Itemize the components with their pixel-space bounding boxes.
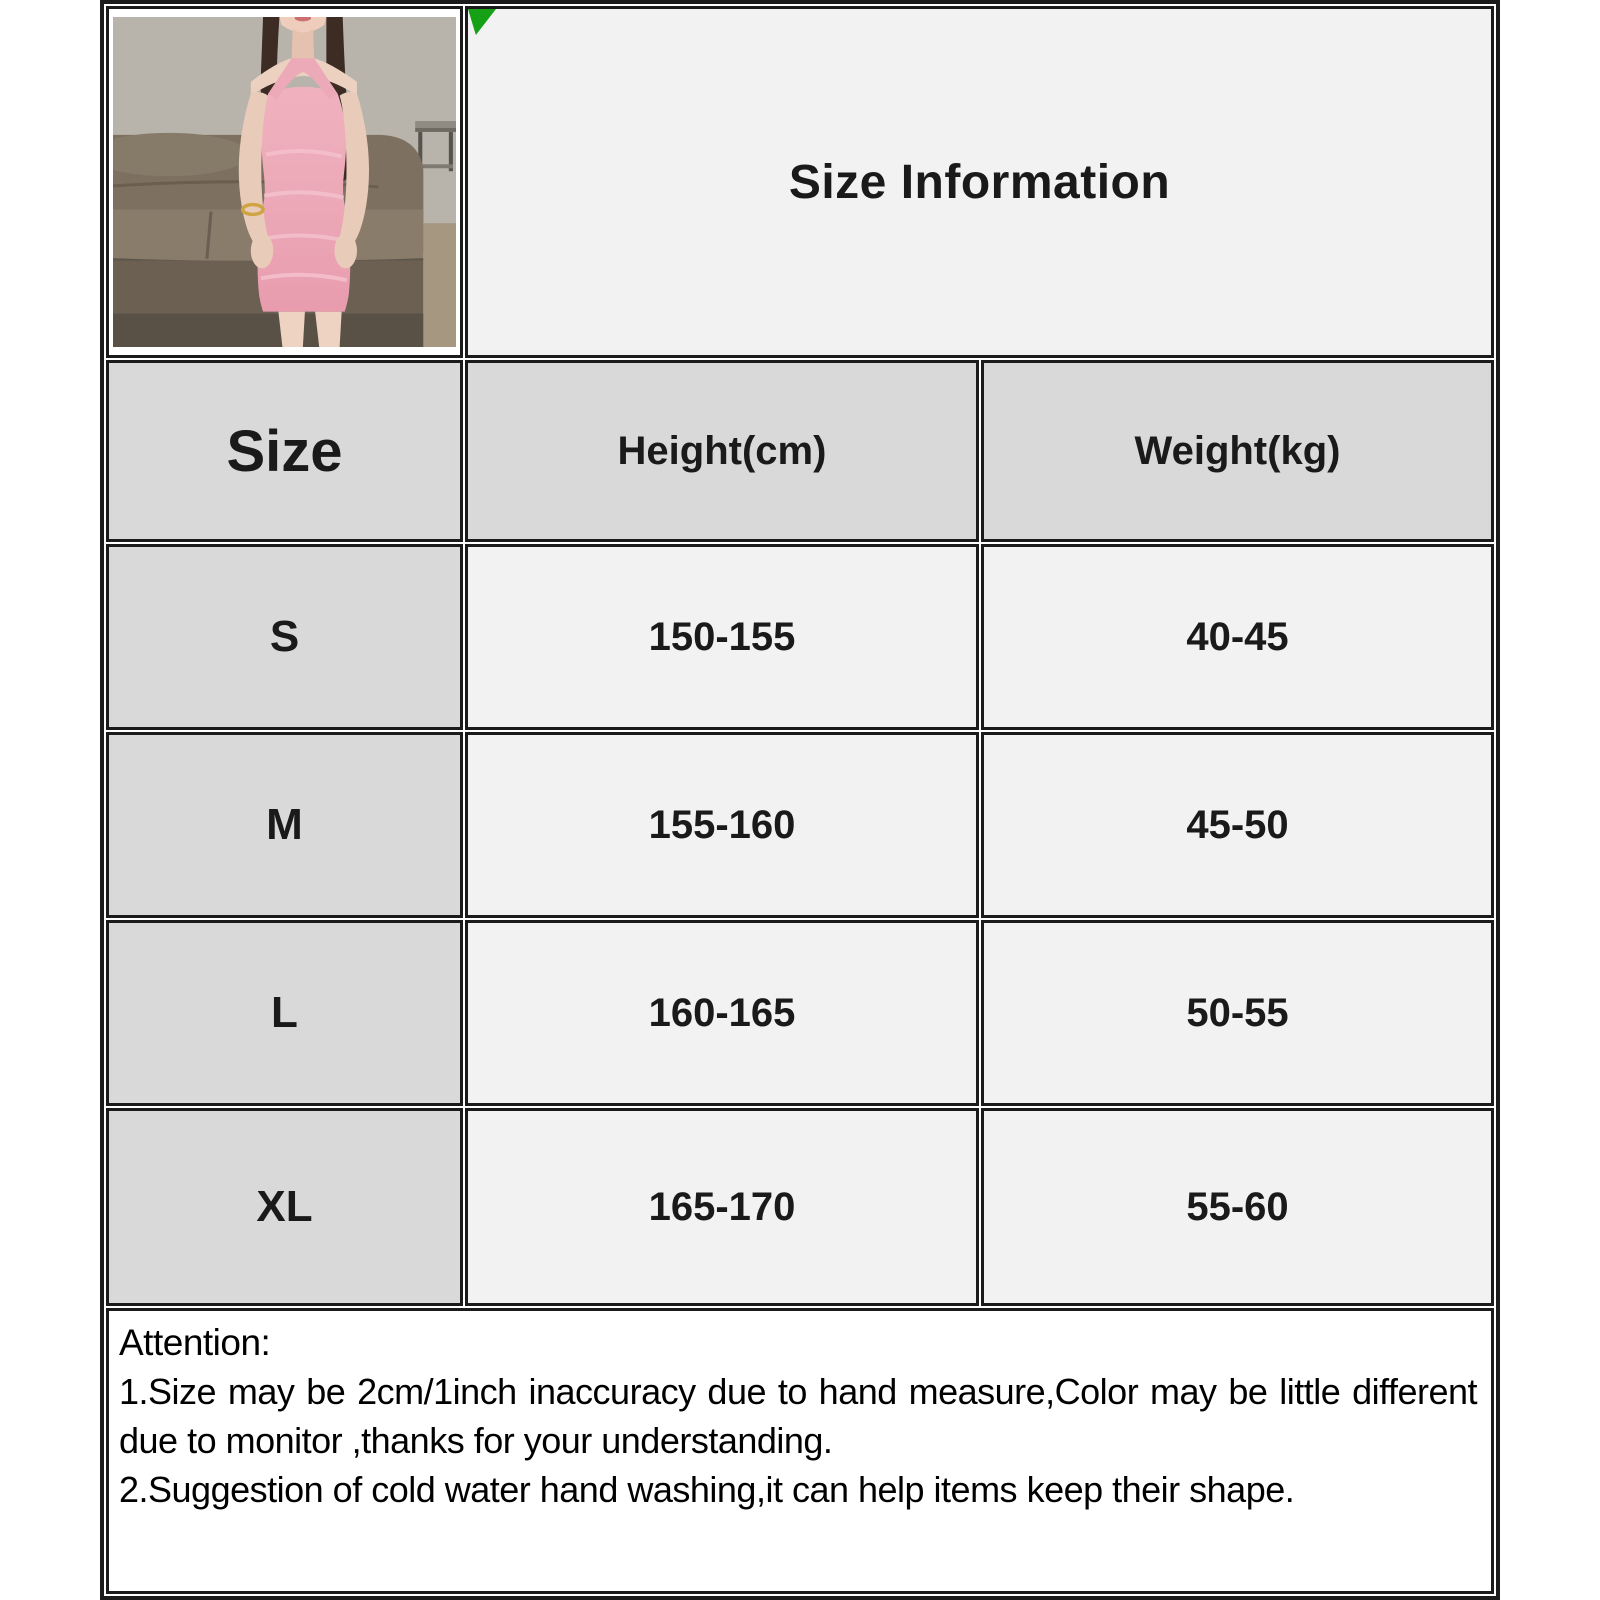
product-photo-illustration (113, 17, 456, 347)
size-chart-table (100, 0, 1500, 1600)
table-row-s (106, 544, 1494, 730)
attention-note-2: 2.Suggestion of cold water hand washing,it can help items keep their shape. (119, 1468, 1295, 1510)
size-label-xl: XL (106, 1108, 463, 1306)
col-header-weight: Weight(kg) (981, 360, 1494, 542)
product-photo (113, 17, 456, 347)
weight-value-l: 50-55 (981, 920, 1494, 1106)
attention-heading: Attention: (119, 1322, 271, 1363)
attention-cell (106, 1308, 1494, 1594)
size-label-m: M (106, 732, 463, 918)
left-hand (251, 233, 273, 268)
table-row-xl (106, 1108, 1494, 1306)
height-value-xl: 165-170 (465, 1108, 979, 1306)
right-leg (315, 312, 342, 347)
height-value-l: 160-165 (465, 920, 979, 1106)
floor (423, 223, 456, 347)
column-header-row (106, 360, 1494, 542)
size-label-s: S (106, 544, 463, 730)
attention-note-1: 1.Size may be 2cm/1inch inaccuracy due to hand measure,Color may be little different due to monitor ,thanks for your understanding. (119, 1370, 1478, 1461)
weight-value-s: 40-45 (981, 544, 1494, 730)
col-header-height: Height(cm) (465, 360, 979, 542)
green-corner-marker-icon (468, 9, 496, 35)
photo-title-row (106, 6, 1494, 358)
left-leg (278, 312, 305, 347)
attention-row (106, 1308, 1494, 1594)
right-hand (335, 233, 357, 268)
height-value-s: 150-155 (465, 544, 979, 730)
col-header-size: Size (106, 360, 463, 542)
height-value-m: 155-160 (465, 732, 979, 918)
weight-value-xl: 55-60 (981, 1108, 1494, 1306)
title-cell (465, 6, 1494, 358)
table-row-m (106, 732, 1494, 918)
size-label-l: L (106, 920, 463, 1106)
product-photo-cell (106, 6, 463, 358)
table-row-l (106, 920, 1494, 1106)
neck (292, 29, 314, 58)
weight-value-m: 45-50 (981, 732, 1494, 918)
page-title: Size Information (788, 155, 1171, 209)
